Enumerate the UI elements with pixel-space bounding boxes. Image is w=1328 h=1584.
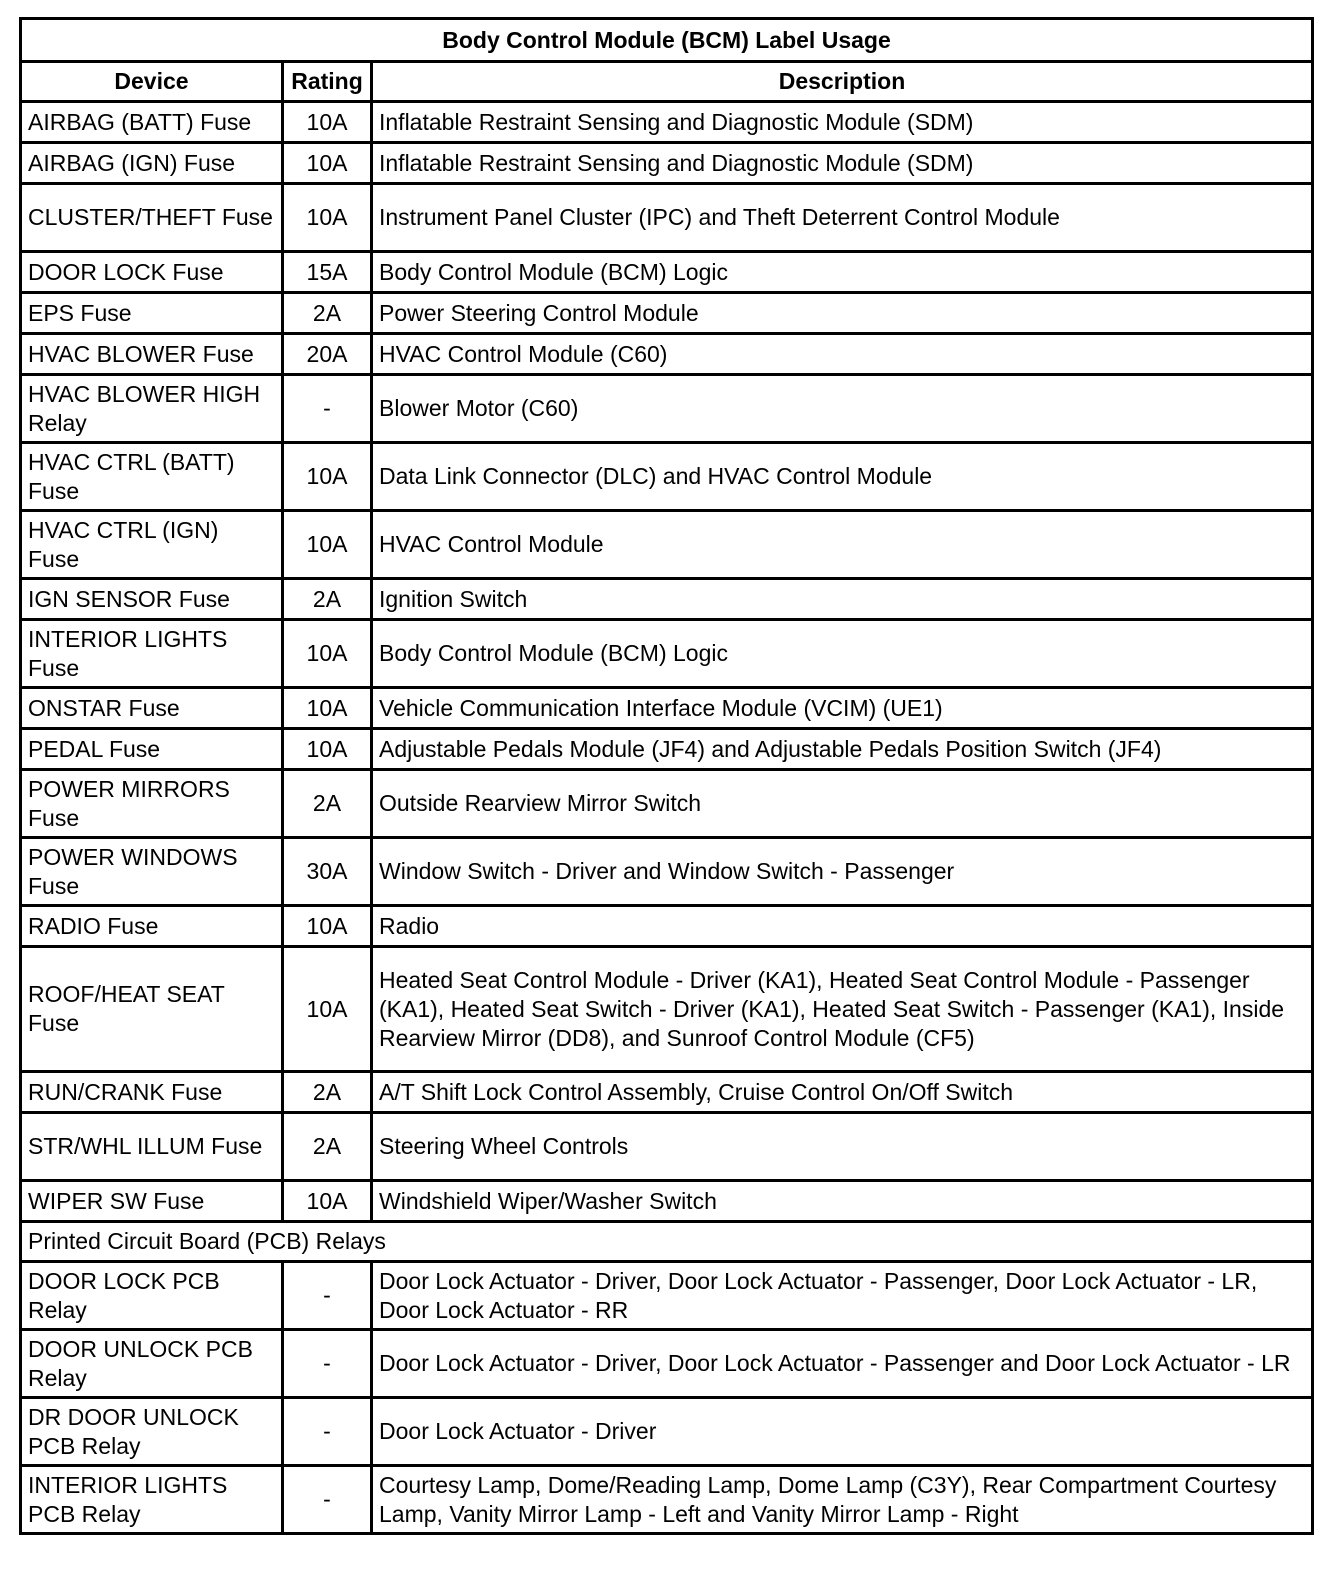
device-cell: AIRBAG (BATT) Fuse <box>21 102 283 143</box>
device-cell: IGN SENSOR Fuse <box>21 579 283 620</box>
rating-cell: 10A <box>283 443 372 511</box>
description-cell: Door Lock Actuator - Driver, Door Lock Actuator - Passenger and Door Lock Actuator - LR <box>372 1330 1313 1398</box>
table-row <box>21 1072 1313 1113</box>
device-cell: EPS Fuse <box>21 293 283 334</box>
device-cell: DOOR UNLOCK PCB Relay <box>21 1330 283 1398</box>
table-row <box>21 620 1313 688</box>
table-row <box>21 1330 1313 1398</box>
device-cell: ONSTAR Fuse <box>21 688 283 729</box>
description-cell: Adjustable Pedals Module (JF4) and Adjustable Pedals Position Switch (JF4) <box>372 729 1313 770</box>
description-cell: Heated Seat Control Module - Driver (KA1), Heated Seat Control Module - Passenger (KA1), Heated Seat Switch - Driver (KA1), Heated Seat Switch - Passenger (KA1), Inside Rearview Mirror (DD8), and Sunroof Control Module (CF5) <box>372 947 1313 1072</box>
rating-cell: 2A <box>283 1113 372 1181</box>
rating-cell: 10A <box>283 688 372 729</box>
table-row <box>21 334 1313 375</box>
device-cell: INTERIOR LIGHTS Fuse <box>21 620 283 688</box>
rating-cell: 10A <box>283 906 372 947</box>
description-cell: Data Link Connector (DLC) and HVAC Control Module <box>372 443 1313 511</box>
rating-cell: 10A <box>283 184 372 252</box>
table-row <box>21 906 1313 947</box>
table-title-row <box>21 19 1313 62</box>
table-row <box>21 729 1313 770</box>
table-row <box>21 252 1313 293</box>
table-row <box>21 443 1313 511</box>
description-cell: Instrument Panel Cluster (IPC) and Theft Deterrent Control Module <box>372 184 1313 252</box>
description-cell: Outside Rearview Mirror Switch <box>372 770 1313 838</box>
description-cell: Power Steering Control Module <box>372 293 1313 334</box>
header-device: Device <box>21 62 283 102</box>
table-row <box>21 375 1313 443</box>
table-row <box>21 770 1313 838</box>
description-cell: Radio <box>372 906 1313 947</box>
device-cell: HVAC CTRL (BATT) Fuse <box>21 443 283 511</box>
rating-cell: 20A <box>283 334 372 375</box>
description-cell: Steering Wheel Controls <box>372 1113 1313 1181</box>
table-header-row <box>21 62 1313 102</box>
table-row <box>21 579 1313 620</box>
table-row <box>21 184 1313 252</box>
description-cell: A/T Shift Lock Control Assembly, Cruise Control On/Off Switch <box>372 1072 1313 1113</box>
rating-cell: 10A <box>283 511 372 579</box>
description-cell: Vehicle Communication Interface Module (VCIM) (UE1) <box>372 688 1313 729</box>
rating-cell: 10A <box>283 143 372 184</box>
table-row <box>21 1398 1313 1466</box>
table-row <box>21 1262 1313 1330</box>
device-cell: WIPER SW Fuse <box>21 1181 283 1222</box>
device-cell: AIRBAG (IGN) Fuse <box>21 143 283 184</box>
device-cell: POWER MIRRORS Fuse <box>21 770 283 838</box>
table-row <box>21 1113 1313 1181</box>
table-row <box>21 102 1313 143</box>
rating-cell: 30A <box>283 838 372 906</box>
device-cell: DOOR LOCK Fuse <box>21 252 283 293</box>
rating-cell: 2A <box>283 293 372 334</box>
description-cell: Inflatable Restraint Sensing and Diagnostic Module (SDM) <box>372 143 1313 184</box>
description-cell: Ignition Switch <box>372 579 1313 620</box>
bcm-label-usage-table <box>19 17 1314 1535</box>
table-row <box>21 838 1313 906</box>
description-cell: Body Control Module (BCM) Logic <box>372 620 1313 688</box>
table-row <box>21 293 1313 334</box>
table-row <box>21 947 1313 1072</box>
description-cell: Body Control Module (BCM) Logic <box>372 252 1313 293</box>
description-cell: HVAC Control Module <box>372 511 1313 579</box>
rating-cell: 10A <box>283 947 372 1072</box>
device-cell: CLUSTER/THEFT Fuse <box>21 184 283 252</box>
device-cell: INTERIOR LIGHTS PCB Relay <box>21 1466 283 1534</box>
header-rating: Rating <box>283 62 372 102</box>
rating-cell: - <box>283 1398 372 1466</box>
rating-cell: 2A <box>283 579 372 620</box>
section-row <box>21 1222 1313 1262</box>
section-title: Printed Circuit Board (PCB) Relays <box>21 1222 1313 1262</box>
rating-cell: 2A <box>283 1072 372 1113</box>
device-cell: STR/WHL ILLUM Fuse <box>21 1113 283 1181</box>
table-title: Body Control Module (BCM) Label Usage <box>21 19 1313 62</box>
device-cell: HVAC BLOWER Fuse <box>21 334 283 375</box>
device-cell: RUN/CRANK Fuse <box>21 1072 283 1113</box>
rating-cell: - <box>283 375 372 443</box>
rating-cell: 2A <box>283 770 372 838</box>
rating-cell: - <box>283 1330 372 1398</box>
table-row <box>21 143 1313 184</box>
description-cell: Blower Motor (C60) <box>372 375 1313 443</box>
description-cell: Door Lock Actuator - Driver, Door Lock Actuator - Passenger, Door Lock Actuator - LR, Door Lock Actuator - RR <box>372 1262 1313 1330</box>
table-row <box>21 1181 1313 1222</box>
device-cell: HVAC BLOWER HIGH Relay <box>21 375 283 443</box>
device-cell: DR DOOR UNLOCK PCB Relay <box>21 1398 283 1466</box>
device-cell: POWER WINDOWS Fuse <box>21 838 283 906</box>
rating-cell: - <box>283 1466 372 1534</box>
table-row <box>21 511 1313 579</box>
rating-cell: 15A <box>283 252 372 293</box>
table-row <box>21 1466 1313 1534</box>
description-cell: Windshield Wiper/Washer Switch <box>372 1181 1313 1222</box>
description-cell: Window Switch - Driver and Window Switch - Passenger <box>372 838 1313 906</box>
description-cell: Door Lock Actuator - Driver <box>372 1398 1313 1466</box>
rating-cell: 10A <box>283 620 372 688</box>
rating-cell: - <box>283 1262 372 1330</box>
rating-cell: 10A <box>283 1181 372 1222</box>
description-cell: Courtesy Lamp, Dome/Reading Lamp, Dome Lamp (C3Y), Rear Compartment Courtesy Lamp, Vanity Mirror Lamp - Left and Vanity Mirror Lamp - Right <box>372 1466 1313 1534</box>
device-cell: HVAC CTRL (IGN) Fuse <box>21 511 283 579</box>
description-cell: Inflatable Restraint Sensing and Diagnostic Module (SDM) <box>372 102 1313 143</box>
description-cell: HVAC Control Module (C60) <box>372 334 1313 375</box>
device-cell: PEDAL Fuse <box>21 729 283 770</box>
rating-cell: 10A <box>283 729 372 770</box>
device-cell: ROOF/HEAT SEAT Fuse <box>21 947 283 1072</box>
device-cell: DOOR LOCK PCB Relay <box>21 1262 283 1330</box>
rating-cell: 10A <box>283 102 372 143</box>
table-row <box>21 688 1313 729</box>
header-description: Description <box>372 62 1313 102</box>
device-cell: RADIO Fuse <box>21 906 283 947</box>
